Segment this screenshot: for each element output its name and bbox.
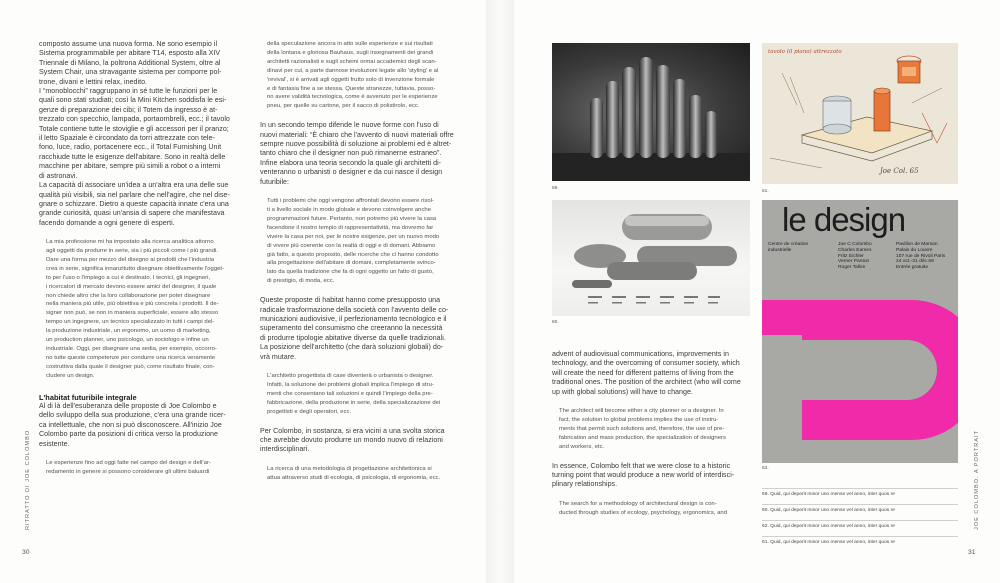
text-line: Sistema programmabile per abitare T14, esposto alla XIV (39, 49, 221, 58)
quote-block (552, 500, 750, 518)
text-line: Al di là dell'esuberanza delle proposte di Joe Colombo e (39, 402, 217, 411)
text-line: programmazioni future. Pertanto, non potremo più vivere la casa (267, 215, 437, 222)
text-line: trezzato con specchio, lampada, portaombrelli, ecc.; il tavolo (39, 115, 230, 124)
text-line: no avere validità tecnologica, come è avvenuto per le esperienze (267, 94, 438, 101)
text-line: Per Colombo, in sostanza, si era vicini a una svolta storica (260, 426, 445, 435)
section-heading: L'habitat futuribile integrale (39, 392, 137, 402)
text-line: tempo un ingegnere, un tecnico specializzato in tutti i campi del- (46, 319, 215, 326)
text-line: dinavi per cui, a parte dannose involuzioni legate allo 'styling' e al (267, 67, 439, 74)
text-line: Dare una forma per mezzo del disegno ai prodotti che l'industria (46, 256, 215, 263)
photo-moulded-object (552, 43, 750, 181)
figure-number: 59. (552, 186, 559, 191)
text-line: dello sviluppo della sua produzione, c'era una grande ricer- (39, 411, 226, 420)
text-line: nuovi materiali: “È chiaro che l'avvento di nuovi materiali offre (260, 130, 454, 139)
text-line: vivere la casa per noi, per le nostre esigenze, per un nuovo modo (267, 233, 440, 240)
footnote: 60. Quid, qui deperit minor uno mense vel anno, inter quos re (762, 504, 958, 513)
text-line: i ricercatori di mercato devono essere amici del designer, il quale (46, 283, 217, 290)
figure-number: 61. (762, 189, 769, 194)
book-gutter (486, 0, 514, 583)
text-line: di astronavi. (39, 171, 78, 180)
design-sketch (762, 43, 958, 184)
text-line: municazioni audiovisive, il perfezionamento tecnologico e il (260, 314, 447, 323)
text-line: qualità più visibili, sia nel parlare che nell'agire, che nel dise- (39, 190, 230, 199)
text-line: crea in serie, significa innanzitutto disegnare obiettivamente l'ogget- (46, 265, 225, 272)
quote-block (39, 459, 245, 477)
text-line: I “monoblocchi” raggruppano in sé tutte le funzioni per le (39, 87, 218, 96)
text-line: advent of audiovisual communications, improvements in (552, 350, 729, 358)
text-line: genze di preparazione dei cibi; il Totem da ingresso è at- (39, 105, 218, 114)
text-line: interdisciplinari. (260, 445, 310, 454)
body-paragraph (260, 427, 466, 455)
text-line: superamento del consumismo che creeranno la necessità (260, 324, 443, 333)
footnote: 59. Quid, qui deperit minor uno mense vel anno, inter quos re (762, 488, 958, 497)
left-column-2 (260, 40, 466, 483)
text-line: grande curiosità, quasi un'ansia di sapere che manifestava (39, 209, 225, 218)
poster-designers: Joe C.Colombo Charles Eames Fritz Eichler Verner Panton Roger Tallon (838, 242, 872, 271)
poster-venue-left: Centre de création industrielle (768, 242, 809, 253)
text-line: architetti razionalisti e sugli schemi ormai accademici degli scan- (267, 58, 437, 65)
text-line: no tutte queste competenze per condurre una ricerca veramente (46, 354, 216, 361)
text-line: gnare o schizzare. Dietro a queste capacità innate c'era una (39, 199, 229, 208)
text-line: redamento in genere si possono considerare gli ultimi baluardi (46, 468, 210, 475)
text-line: trone, divani e lettini relax, inedito. (39, 77, 148, 86)
footnotes (762, 478, 958, 548)
text-line: costruttiva dalla quale il designer può, come risultato finale, con- (46, 363, 215, 370)
sketch-signature: Joe Col. 65 (880, 167, 919, 175)
left-column-1 (39, 40, 245, 477)
text-line: cludere un design. (46, 372, 95, 379)
text-line: lato da quella tradizione che fa di ogni oggetto un fatto di gusto, (267, 269, 434, 276)
body-paragraph (552, 350, 750, 397)
text-line: ca intellettuale, che non si può disconoscere. All'inizio Joe (39, 420, 222, 429)
text-line: 'revival', si è arrivati agli oggetti frutto solo di invenzione formale (267, 76, 435, 83)
poster-title: le design (782, 201, 906, 238)
quote-block (260, 197, 466, 286)
text-line: nella maniera più utile, più obiettiva e più concreta i prodotti. Il de- (46, 301, 219, 308)
text-line: racchiude tutte le esigenze dell'abitare. Sono in realtà delle (39, 152, 226, 161)
text-line: plinary relationships. (552, 480, 618, 489)
text-line: Colombo parte da posizioni di critica verso la produzione (39, 430, 218, 439)
text-line: Infatti, la soluzione dei problemi globali implica l'impiego di stru- (267, 381, 434, 388)
text-line: and workers, etc. (559, 443, 605, 450)
text-line: attua attraverso studi di ecologia, di psicologia, di ergonomia, ecc. (267, 474, 441, 481)
text-line: fact, the solution to global problems implies the use of instru- (559, 416, 719, 423)
text-line: venteranno o urbanisti o designer e da cui nasce il design (260, 168, 443, 177)
text-line: ti a livello sociale in modo globale e devono coinvolgere anche (267, 207, 432, 213)
text-line: up with global solutions) will have to change. (552, 387, 693, 396)
text-line: alla progettazione dell'abitare di domani, completamente svinco- (267, 260, 436, 267)
text-line: The search for a methodology of architectural design is con- (559, 500, 717, 507)
text-line: La ricerca di una metodologia di progettazione architettonica si (267, 465, 432, 472)
text-line: di prestigio, di moda, ecc. (267, 278, 335, 285)
right-column (552, 350, 750, 518)
text-line: La posizione dell'architetto (che darà soluzioni globali) do- (260, 343, 444, 352)
footnote: 62. Quid, qui deperit minor uno mense vel anno, inter quos re (762, 520, 958, 529)
text-line: la produzione industriale, un ergonomo, un uomo di marketing, (46, 328, 211, 335)
text-line: The architect will become either a city planner or a designer. In (559, 408, 724, 415)
sculpture-icon (552, 43, 750, 181)
text-line: già fatto, a questo proposito, delle ricerche che ci hanno condotto (267, 251, 439, 258)
text-line: La capacità di associare un'idea a un'altra era una delle sue (39, 181, 229, 190)
page-number-right: 31 (968, 549, 976, 556)
quote-block (260, 465, 466, 483)
text-line: will create the need for different patterns of living from the (552, 368, 734, 377)
text-line: esistente. (39, 439, 70, 448)
text-line: progettisti e degli operatori, ecc. (267, 408, 352, 415)
quote-block (260, 372, 466, 417)
running-head-right: JOE COLOMBO. A PORTRAIT (974, 430, 980, 530)
text-line: Le esperienze fino ad oggi fatte nel campo del design e dell'ar- (46, 460, 211, 467)
photo-cushion-modules (552, 200, 750, 316)
text-line: vrà mutare. (260, 352, 297, 361)
text-line: di vivere più coerente con la realtà di oggi e di domani. Abbiamo (267, 242, 436, 249)
text-line: tanto chiaro che il designer non può rimanerne estraneo”. (260, 149, 442, 158)
text-line: fabrication and mass production, the specialization of designers (559, 434, 726, 441)
text-line: pneu, per quelle su cartone, per il sacco di polistirolo, ecc. (267, 103, 420, 110)
body-paragraph (260, 296, 466, 362)
text-line: traditional ones. The position of the architect (who will come (552, 378, 741, 387)
text-line: Infine elabora una teoria secondo la quale gli architetti di- (260, 158, 442, 167)
quote-block (552, 407, 750, 452)
sketch-drawing-icon (762, 43, 958, 184)
text-line: Queste proposte di habitat hanno come presupposto una (260, 296, 441, 305)
text-line: facendo domande a ogni genere di esperti. (39, 218, 175, 227)
text-line: della lontana e gloriosa Bauhaus, sugli insegnamenti dei grandi (267, 49, 434, 56)
quote-block (260, 40, 466, 111)
sketch-note: tavolo (il piano) attrezzato (768, 49, 842, 55)
text-line: facendone il nostro tempio di rappresentatività, ma dovremo far (267, 224, 434, 231)
text-line: radicale trasformazione della società con l'avvento delle co- (260, 305, 449, 314)
text-line: System Chair, una stravagante sistema per comporre pol- (39, 68, 222, 77)
text-line: ments that permit such solutions and, therefore, the use of pre- (559, 425, 725, 432)
quote-block (39, 238, 245, 381)
text-line: In un secondo tempo difende le nuove forme con l'uso di (260, 121, 439, 130)
text-line: sempre nuove possibilità di soluzione ai problemi ed è altret- (260, 140, 452, 149)
body-paragraph (260, 121, 466, 187)
body-paragraph (39, 402, 245, 449)
text-line: quali sono stati studiati; così la Mini Kitchen soddisfa le esi- (39, 96, 227, 105)
text-line: ducted through studies of ecology, psychology, ergonomics, and (559, 509, 728, 516)
text-line: composto assume una nuova forma. Ne sono esempio il (39, 40, 218, 48)
text-line: che avrebbe dovuto produrre un mondo nuovo di relazioni (260, 435, 443, 444)
text-line: La mia professione mi ha impostato alla ricerca analitica attorno (46, 239, 214, 246)
text-line: non chiede altro che la loro collaborazione per poter disegnare (46, 292, 211, 299)
figure-number: 63. (762, 466, 769, 471)
text-line: il letto Spaziale è circondato da torri attrezzate con tele- (39, 134, 215, 143)
text-line: In essence, Colombo felt that we were close to a historic (552, 461, 731, 470)
footnote: 61. Quid, qui deperit minor uno mense vel anno, inter quos re (762, 536, 958, 545)
text-line: fono, luce, radio, portacenere ecc., il Total Furnishing Unit (39, 143, 222, 152)
text-line: di produrre tipologie abitative diverse da quelle tradizionali. (260, 333, 446, 342)
running-head-left: RITRATTO DI JOE COLOMBO (25, 429, 31, 530)
text-line: un production planner, uno psicologo, un sociologo e infine un (46, 337, 209, 344)
text-line: menti che consentano tali soluzioni e quindi l'impiego della pre- (267, 390, 433, 397)
text-line: fabbricazione, della produzione in serie, della specializzazione dei (267, 399, 441, 406)
text-line: Triennale di Milano, la poltrona Additional System, oltre al (39, 58, 221, 67)
body-paragraph (39, 40, 245, 228)
text-line: industriale. Oggi, per disegnare una sedia, per esempio, occorro- (46, 346, 217, 352)
text-line: della speculazione ancora in atto sulle esperienze e sui risultati (267, 41, 433, 47)
text-line: Totale contiene tutte le stoviglie e gli accessori per il pranzo; (39, 124, 229, 133)
poster-venue-right: Pavillon de Marsan Palais du Louvre 107 rue de Rivoli Paris 24 oct.-31 déc.69 Entrée gratuite (896, 242, 946, 271)
body-paragraph (552, 462, 750, 490)
poster-graphic-icon (762, 200, 958, 463)
text-line: L'architetto progettista di case diventerà o urbanista o designer. (267, 373, 434, 379)
text-line: macchine per abitare, sempre più simili a robot o a interni (39, 162, 221, 171)
text-line: technology, and the overcoming of consumer society, which (552, 359, 740, 368)
text-line: futuribile: (260, 177, 290, 186)
text-line: turning point that would produce a new world of interdisci- (552, 470, 735, 479)
text-line: Tutti i problemi che oggi vengono affrontati devono essere risol- (267, 198, 434, 205)
cushion-icon (552, 200, 750, 316)
text-line: agli oggetti da produrre in serie, sia i più piccoli come i più grandi. (46, 248, 219, 255)
exhibition-poster (762, 200, 958, 463)
text-line: e di fantasia fine a se stessa. Queste stranezze, tuttavia, posso- (267, 85, 436, 92)
text-line: to per l'uso o l'impiego a cui è destinato. I tecnici, gli ingegneri, (46, 274, 211, 281)
figure-number: 60. (552, 320, 559, 325)
page-number-left: 30 (22, 549, 30, 556)
text-line: signer non può, se non in maniera superficiale, essere allo stesso (46, 310, 219, 317)
